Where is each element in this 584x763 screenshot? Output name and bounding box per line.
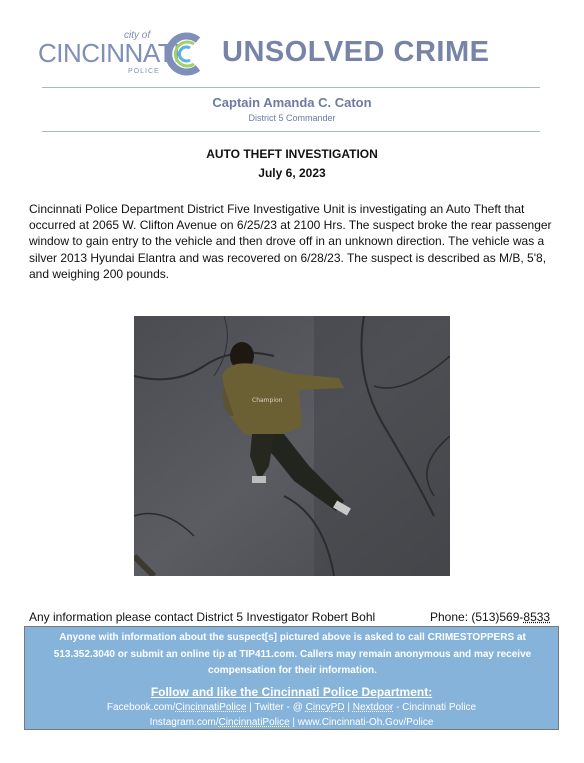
logo-city-of: city of xyxy=(124,30,151,41)
logo-wordmark: CINCINNATI xyxy=(38,38,180,68)
investigation-description: Cincinnati Police Department District Five Investigative Unit is investigating an Auto Theft that occurred at 2065 W. Clifton Avenue on 6/25/23 at 2100 Hrs. The suspect broke the rear passenger window to gain entry to the vehicle and then drove off in an unknown direction. The vehicle was a silver 2013 Hyundai Elantra and was recovered on 6/28/23. The suspect is described as M/B, 5'8, and weighing 200 pounds. xyxy=(29,202,552,281)
nextdoor-suffix: - Cincinnati Police xyxy=(393,702,477,713)
instagram-prefix: Instagram.com/ xyxy=(149,717,219,728)
tip-line-2: 513.352.3040 or submit an online tip at TIP411.com. Callers may remain anonymous and may receive xyxy=(53,648,532,660)
instagram-link[interactable]: CincinnatiPolice xyxy=(218,717,290,728)
twitter-prefix: | Twitter - @ xyxy=(246,702,306,713)
divider-bottom xyxy=(42,131,540,132)
website-link[interactable]: | www.Cincinnati-Oh.Gov/Police xyxy=(289,717,434,728)
page-headline: UNSOLVED CRIME xyxy=(222,36,490,68)
social-links-line-2 xyxy=(25,717,558,728)
tip-line-3: compensation for their information. xyxy=(208,665,377,676)
separator: | xyxy=(344,702,353,713)
captain-name: Captain Amanda C. Caton xyxy=(212,95,372,110)
investigation-title: AUTO THEFT INVESTIGATION xyxy=(206,147,378,161)
twitter-link[interactable]: CincyPD xyxy=(305,702,345,713)
nextdoor-link[interactable]: Nextdoor xyxy=(352,702,394,713)
contact-phone xyxy=(430,610,550,624)
contact-info: Any information please contact District 5 Investigator Robert Bohl xyxy=(29,610,376,624)
commander-title: District 5 Commander xyxy=(248,113,336,123)
phone-suffix: 8533 xyxy=(523,610,551,624)
facebook-prefix: Facebook.com/ xyxy=(106,702,176,713)
investigation-date: July 6, 2023 xyxy=(258,166,326,180)
crimestoppers-box xyxy=(24,626,559,730)
social-links-line-1 xyxy=(25,702,558,713)
divider-top xyxy=(42,87,540,88)
c-emblem-icon xyxy=(160,30,206,78)
phone-prefix: Phone: (513)569- xyxy=(430,610,524,624)
tip-text xyxy=(35,630,550,680)
tip-line-1: Anyone with information about the suspect[s] pictured above is asked to call CRIMESTOPPERS at xyxy=(59,632,526,643)
logo-police: POLICE xyxy=(128,68,160,75)
follow-heading: Follow and like the Cincinnati Police Department: xyxy=(150,685,433,699)
suspect-photo xyxy=(134,316,450,576)
svg-text:Champion: Champion xyxy=(252,397,283,404)
cincinnati-police-logo xyxy=(38,28,208,80)
facebook-link[interactable]: CincinnatiPolice xyxy=(175,702,247,713)
